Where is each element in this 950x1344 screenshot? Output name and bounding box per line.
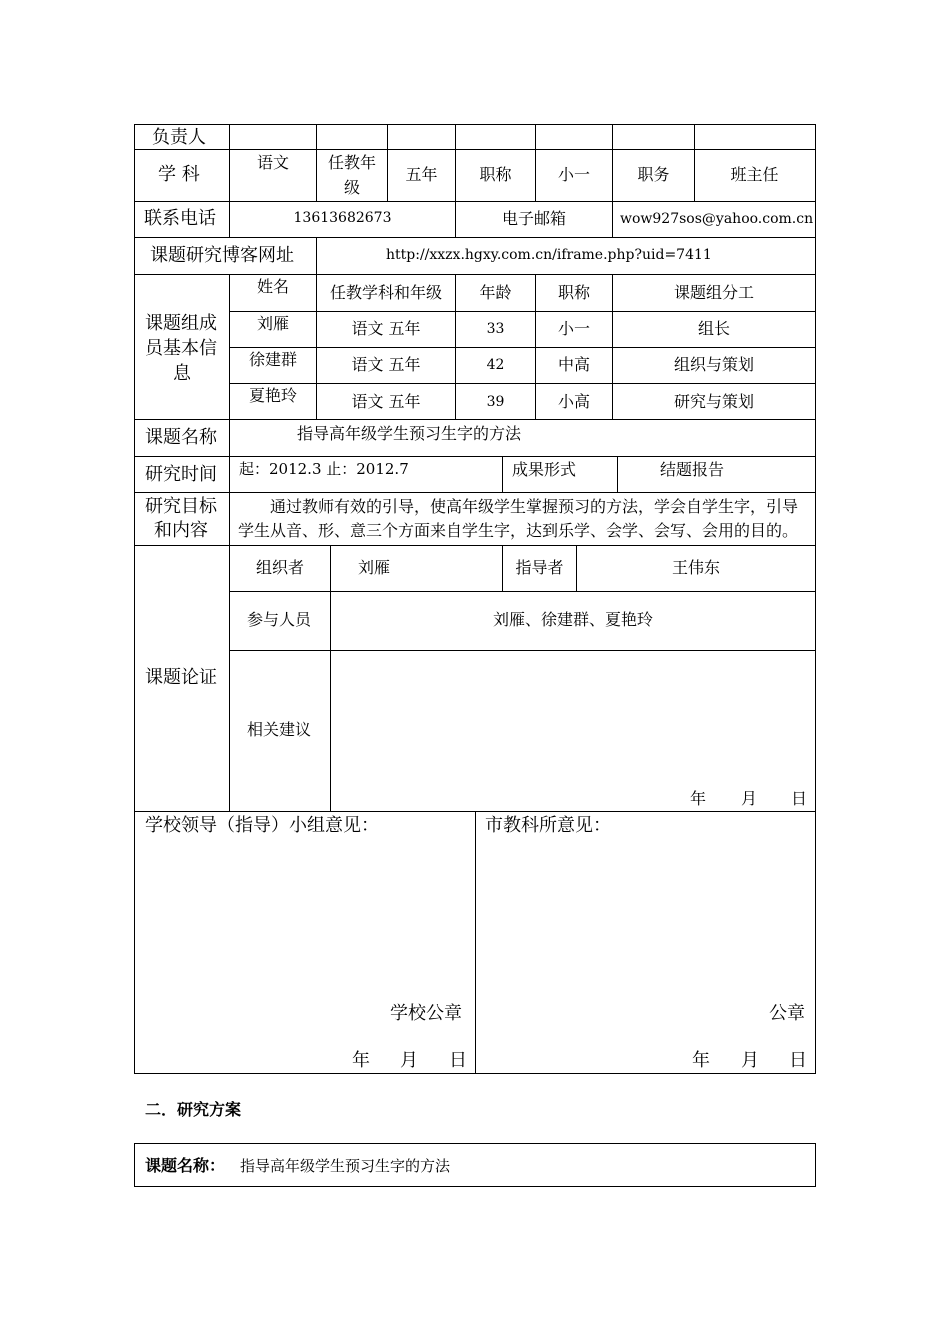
city-date-day: 日: [789, 1050, 807, 1071]
phone-value: 13613682673: [293, 210, 392, 226]
grade-taught-label: 任教年: [327, 153, 376, 172]
member-subject-grade: 语文 五年: [351, 319, 421, 338]
plan-topic-label: 课题名称：: [145, 1156, 226, 1175]
goal-label-line2: 和内容: [154, 520, 208, 541]
argument-label: 课题论证: [145, 667, 217, 688]
member-role: 组织与策划: [673, 355, 754, 374]
guide-label: 指导者: [515, 558, 564, 577]
blog-url: http://xxzx.hgxy.com.cn/iframe.php?uid=7411: [386, 247, 712, 263]
position-value: 班主任: [730, 165, 779, 184]
goal-text-line1: 通过教师有效的引导，使高年级学生掌握预习的方法，学会自学生字，引导: [270, 497, 799, 516]
email-label: 电子邮箱: [501, 209, 566, 228]
topic-label: 课题名称: [145, 427, 217, 448]
members-label-line1: 课题组成: [145, 313, 217, 334]
goal-text-line2: 学生从音、形、意三个方面来自学生字，达到乐学、会学、会写、会用的目的。: [238, 521, 799, 540]
title-value: 小一: [557, 165, 590, 184]
member-age: 42: [486, 357, 505, 373]
members-header-title: 职称: [557, 283, 590, 302]
guide-value: 王伟东: [671, 558, 720, 577]
plan-topic-value: 指导高年级学生预习生字的方法: [240, 1157, 451, 1175]
member-role: 组长: [697, 319, 730, 338]
suggestion-date-day: 日: [791, 789, 808, 808]
time-label: 研究时间: [145, 464, 217, 485]
position-label: 职务: [637, 165, 670, 184]
participants-label: 参与人员: [247, 610, 312, 629]
city-opinion-label: 市教科所意见：: [485, 815, 611, 836]
topic-value: 指导高年级学生预习生字的方法: [297, 424, 522, 443]
member-role: 研究与策划: [673, 392, 754, 411]
member-age: 39: [486, 394, 505, 410]
members-header-name: 姓名: [257, 277, 290, 296]
suggestion-label: 相关建议: [247, 720, 312, 739]
city-date-year: 年: [692, 1050, 710, 1071]
section-heading: 二．研究方案: [145, 1100, 242, 1119]
members-label-line2: 员基本信: [145, 338, 217, 359]
member-name: 夏艳玲: [249, 386, 298, 405]
responsible-label: 负责人: [152, 127, 206, 148]
phone-label: 联系电话: [144, 208, 216, 229]
grade-taught-label-2: 级: [343, 178, 360, 197]
subject-value: 语文: [257, 153, 290, 172]
members-header-subject-grade: 任教学科和年级: [329, 283, 442, 302]
goal-label-line1: 研究目标: [145, 496, 217, 517]
result-form-label: 成果形式: [512, 460, 577, 479]
school-date-month: 月: [400, 1050, 418, 1071]
member-subject-grade: 语文 五年: [351, 355, 421, 374]
city-seal: 公章: [769, 1003, 805, 1024]
member-name: 徐建群: [249, 350, 298, 369]
member-subject-grade: 语文 五年: [351, 392, 421, 411]
blog-label: 课题研究博客网址: [150, 245, 294, 266]
result-form-value: 结题报告: [660, 460, 725, 479]
organizer-label: 组织者: [256, 558, 305, 577]
member-title: 中高: [557, 355, 590, 374]
time-value: 起：2012.3 止：2012.7: [239, 460, 409, 478]
member-title: 小一: [557, 319, 590, 338]
suggestion-date-year: 年: [690, 789, 707, 808]
subject-label: 学 科: [158, 164, 200, 185]
member-age: 33: [486, 321, 505, 337]
school-date-day: 日: [449, 1050, 467, 1071]
organizer-value: 刘雁: [358, 558, 391, 577]
email-value: wow927sos@yahoo.com.cn: [620, 211, 814, 227]
members-header-role: 课题组分工: [673, 283, 754, 302]
members-header-age: 年龄: [479, 283, 512, 302]
suggestion-date-month: 月: [741, 789, 758, 808]
members-label-line3: 息: [173, 363, 191, 384]
grade-taught-value: 五年: [405, 165, 438, 184]
school-seal: 学校公章: [390, 1003, 462, 1024]
city-date-month: 月: [741, 1050, 759, 1071]
participants-value: 刘雁、徐建群、夏艳玲: [492, 610, 653, 629]
title-label: 职称: [479, 165, 512, 184]
member-title: 小高: [557, 392, 590, 411]
member-name: 刘雁: [257, 314, 290, 333]
school-opinion-label: 学校领导（指导）小组意见：: [145, 815, 379, 836]
school-date-year: 年: [352, 1050, 370, 1071]
